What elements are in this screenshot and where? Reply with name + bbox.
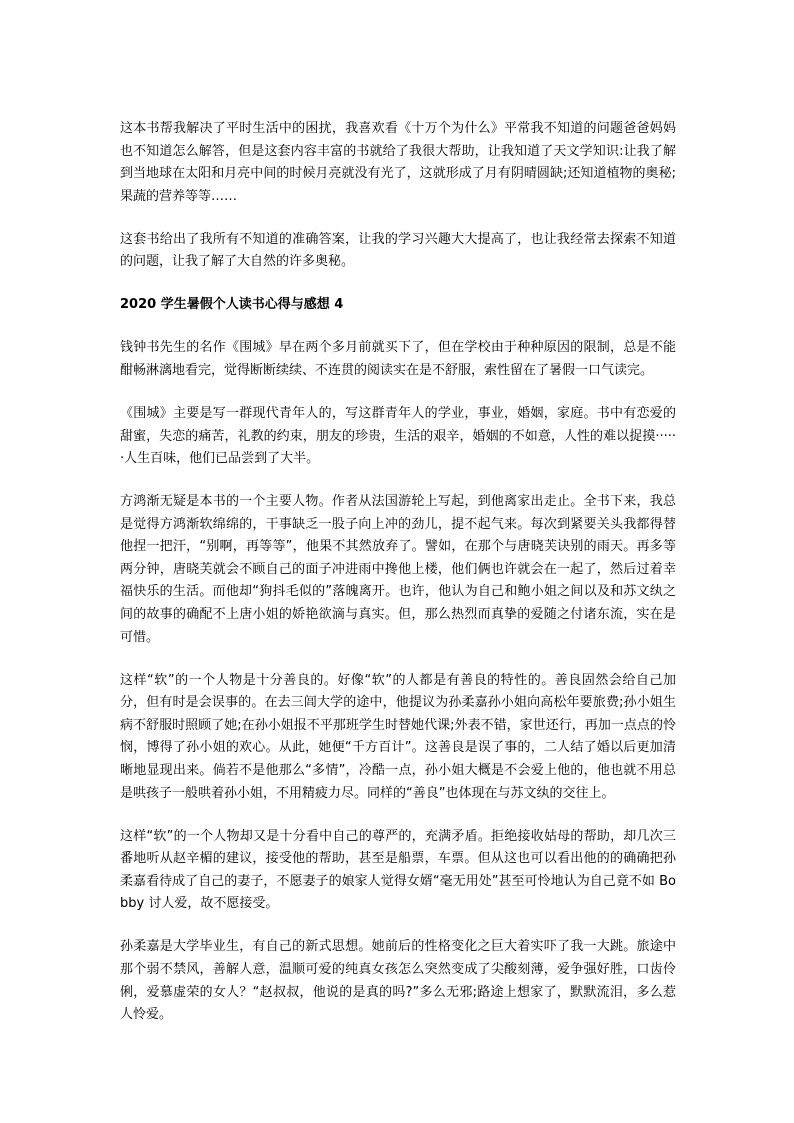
document-page: [120, 118, 676, 1047]
paragraph-2: 这套书给出了我所有不知道的准确答案，让我的学习兴趣大大提高了，也让我经常去探索不知道的问题，让我了解了大自然的许多奥秘。: [120, 231, 676, 270]
section-heading: 2020 学生暑假个人读书心得与感想 4: [120, 297, 344, 313]
paragraph-8: 孙柔嘉是大学毕业生，有自己的新式思想。她前后的性格变化之巨大着实吓了我一大跳。旅途中那个弱不禁风，善解人意，温顺可爱的纯真女孩怎么突然变成了尖酸刻薄，爱争强好胜，口齿伶俐，爱慕虚荣的女人？“赵叔叔，他说的是真的吗?”多么无邪;路途上想家了，默默流泪，多么惹人怜爱。: [120, 939, 676, 1023]
paragraph-1: 这本书帮我解决了平时生活中的困扰，我喜欢看《十万个为什么》平常我不知道的问题爸爸妈妈也不知道怎么解答，但是这套内容丰富的书就给了我很大帮助，让我知道了天文学知识:让我了解到当地球在太阳和月亮中间的时候月亮就没有光了，这就形成了月有阴晴圆缺;还知道植物的奥秘;果蔬的营养等等……: [120, 121, 676, 204]
paragraph-7: 这样“软”的一个人物却又是十分看中自己的尊严的，充满矛盾。拒绝接收姑母的帮助，却几次三番地听从赵辛楣的建议，接受他的帮助，甚至是船票，车票。但从这也可以看出他的的确确把孙柔嘉看待成了自己的妻子，不愿妻子的娘家人觉得女婿“毫无用处”甚至可怜地认为自己竟不如 Bobby 讨人爱，故不愿接受。: [120, 828, 676, 912]
paragraph-3: 钱钟书先生的名作《围城》早在两个多月前就买下了，但在学校由于种种原因的限制，总是不能酣畅淋漓地看完，觉得断断续续、不连贯的阅读实在是不舒服，索性留在了暑假一口气读完。: [120, 340, 676, 378]
paragraph-5: 方鸿渐无疑是本书的一个主要人物。作者从法国游轮上写起，到他离家出走止。全书下来，我总是觉得方鸿渐软绵绵的，干事缺乏一股子向上冲的劲儿，提不起气来。每次到紧要关头我都得替他捏一把汗，“别啊，再等等”，他果不其然放弃了。譬如，在那个与唐晓芙诀别的雨天。再多等两分钟，唐晓芙就会不顾自己的面子冲进雨中搀他上楼，他们俩也许就会在一起了，然后过着幸福快乐的生活。而他却“狗抖毛似的”落魄离开。也许，他认为自己和鲍小姐之间以及和苏文纨之间的故事的确配不上唐小姐的娇艳欲滴与真实。但，那么热烈而真挚的爱随之付诸东流，实在是可惜。: [120, 494, 676, 645]
paragraph-6: 这样“软”的一个人物是十分善良的。好像“软”的人都是有善良的特性的。善良固然会给自己加分，但有时是会误事的。在去三闾大学的途中，他提议为孙柔嘉孙小姐向高松年要旅费;孙小姐生病不舒服时照顾了她;在孙小姐报不平那班学生时替她代课;外表不错，家世还行，再加一点点的怜悯，博得了孙小姐的欢心。从此，她便“千方百计”。这善良是误了事的，二人结了婚以后更加清晰地显现出来。倘若不是他那么“多情”，冷酷一点，孙小姐大概是不会爱上他的，他也就不用总是哄孩子一般哄着孙小姐，不用精疲力尽。同样的“善良”也体现在与苏文纨的交往上。: [120, 672, 676, 801]
paragraph-4: 《围城》主要是写一群现代青年人的，写这群青年人的学业，事业，婚姻，家庭。书中有恋爱的甜蜜，失恋的痛苦，礼教的约束，朋友的珍贵，生活的艰辛，婚姻的不如意，人性的难以捉摸······人生百味，他们已品尝到了大半。: [120, 405, 676, 467]
